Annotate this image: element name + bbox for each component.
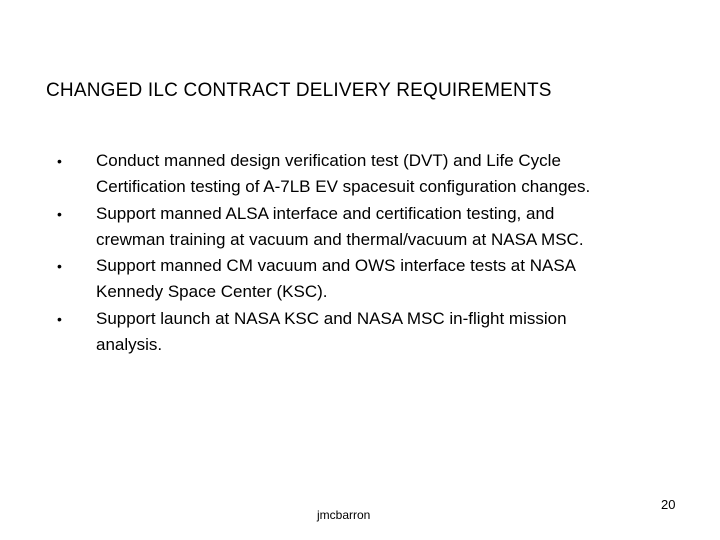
bullet-text — [96, 306, 696, 358]
bullet-item — [0, 253, 720, 306]
bullet-marker: • — [57, 310, 62, 327]
page-number: 20 — [661, 497, 676, 512]
bullet-text — [96, 201, 696, 253]
bullet-line: analysis. — [96, 334, 163, 354]
bullet-text — [96, 148, 696, 200]
slide-title: CHANGED ILC CONTRACT DELIVERY REQUIREMENTS — [46, 80, 552, 101]
bullet-line: crewman training at vacuum and thermal/vacuum at NASA MSC. — [96, 229, 584, 249]
bullet-line: Certification testing of A-7LB EV spacesuit configuration changes. — [96, 177, 591, 196]
bullet-marker: • — [57, 258, 62, 274]
bullet-item — [0, 148, 720, 201]
bullet-list — [0, 148, 720, 358]
footer-author: jmcbarron — [317, 508, 371, 522]
bullet-line: Conduct manned design verification test (DVT) and Life Cycle — [96, 151, 561, 170]
bullet-item — [0, 201, 720, 254]
bullet-line: Support manned ALSA interface and certification testing, and — [96, 203, 555, 223]
bullet-line: Support manned CM vacuum and OWS interface tests at NASA — [96, 256, 576, 275]
bullet-line: Kennedy Space Center (KSC). — [96, 282, 328, 301]
bullet-text — [96, 253, 696, 305]
bullet-item — [0, 306, 720, 359]
bullet-marker: • — [57, 205, 62, 222]
bullet-marker: • — [57, 153, 62, 169]
bullet-line: Support launch at NASA KSC and NASA MSC in-flight mission — [96, 308, 567, 328]
